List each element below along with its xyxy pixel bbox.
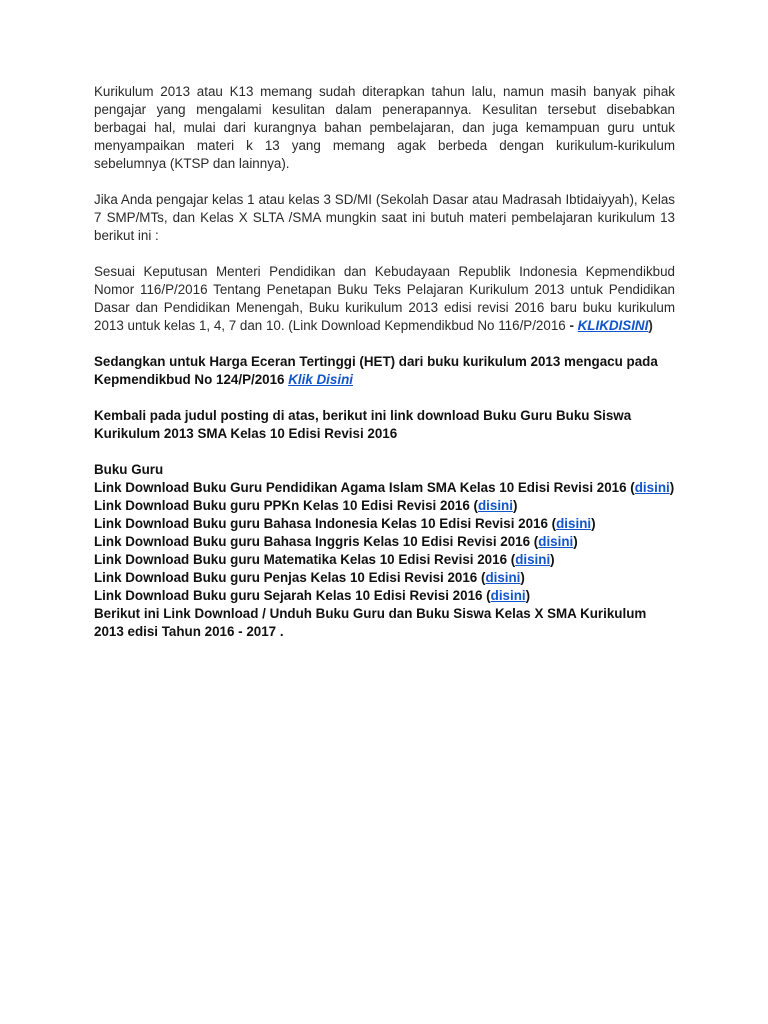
download-link-ppkn[interactable]: disini <box>477 498 513 513</box>
list-item: Link Download Buku guru Penjas Kelas 10 Edisi Revisi 2016 (disini) <box>94 570 525 585</box>
download-link-agama-islam[interactable]: disini <box>634 480 670 495</box>
decree-paragraph <box>94 263 675 335</box>
closing-statement: Berikut ini Link Download / Unduh Buku Guru dan Buku Siswa Kelas X SMA Kurikulum 2013 edisi Tahun 2016 - 2017 . <box>94 606 647 639</box>
decree-close: ) <box>648 318 653 333</box>
download-link-penjas[interactable]: disini <box>485 570 521 585</box>
audience-paragraph: Jika Anda pengajar kelas 1 atau kelas 3 SD/MI (Sekolah Dasar atau Madrasah Ibtidaiyyah), Kelas 7 SMP/MTs, dan Kelas X SLTA /SMA mungkin saat ini butuh materi pembelajaran kurikulum 13 berikut ini : <box>94 192 675 243</box>
intro-download-paragraph: Kembali pada judul posting di atas, berikut ini link download Buku Guru Buku Siswa Kurikulum 2013 SMA Kelas 10 Edisi Revisi 2016 <box>94 408 632 441</box>
het-text: Sedangkan untuk Harga Eceran Tertinggi (HET) dari buku kurikulum 2013 mengacu pada Kepmendikbud No 124/P/2016 <box>94 354 658 387</box>
list-item: Link Download Buku guru PPKn Kelas 10 Edisi Revisi 2016 (disini) <box>94 498 518 513</box>
download-link-bahasa-inggris[interactable]: disini <box>538 534 574 549</box>
intro-paragraph: Kurikulum 2013 atau K13 memang sudah diterapkan tahun lalu, namun masih banyak pihak pengajar yang mengalami kesulitan dalam penerapannya. Kesulitan tersebut disebabkan berbagai hal, mulai dari kurangnya bahan pembelajaran, dan juga kemampuan guru untuk menyampaikan materi k 13 yang memang agak berbeda dengan kurikulum-kurikulum sebelumnya (KTSP dan lainnya). <box>94 84 675 171</box>
download-link-bahasa-indonesia[interactable]: disini <box>556 516 592 531</box>
download-list <box>94 461 675 641</box>
list-item: Link Download Buku guru Matematika Kelas 10 Edisi Revisi 2016 (disini) <box>94 552 555 567</box>
klikdisini-link[interactable]: KLIKDISINI <box>577 318 649 333</box>
decree-text: Sesuai Keputusan Menteri Pendidikan dan Kebudayaan Republik Indonesia Kepmendikbud Nomor 116/P/2016 Tentang Penetapan Buku Teks Pelajaran Kurikulum 2013 untuk Pendidikan Dasar dan Pendidikan Menengah, Buku kurikulum 2013 edisi revisi 2016 baru buku kurikulum 2013 untuk kelas 1, 4, 7 dan 10. (Link Download Kepmendikbud No 116/P/2016 <box>94 264 675 333</box>
section-title: Buku Guru <box>94 462 164 477</box>
download-link-sejarah[interactable]: disini <box>490 588 526 603</box>
klik-disini-link[interactable]: Klik Disini <box>288 372 353 387</box>
document-body <box>94 83 675 641</box>
het-paragraph <box>94 353 675 389</box>
list-item: Link Download Buku Guru Pendidikan Agama Islam SMA Kelas 10 Edisi Revisi 2016 (disini) <box>94 480 675 495</box>
list-item: Link Download Buku guru Sejarah Kelas 10 Edisi Revisi 2016 (disini) <box>94 588 531 603</box>
list-item: Link Download Buku guru Bahasa Indonesia Kelas 10 Edisi Revisi 2016 (disini) <box>94 516 596 531</box>
decree-dash: - <box>569 318 578 333</box>
download-link-matematika[interactable]: disini <box>515 552 551 567</box>
list-item: Link Download Buku guru Bahasa Inggris Kelas 10 Edisi Revisi 2016 (disini) <box>94 534 578 549</box>
